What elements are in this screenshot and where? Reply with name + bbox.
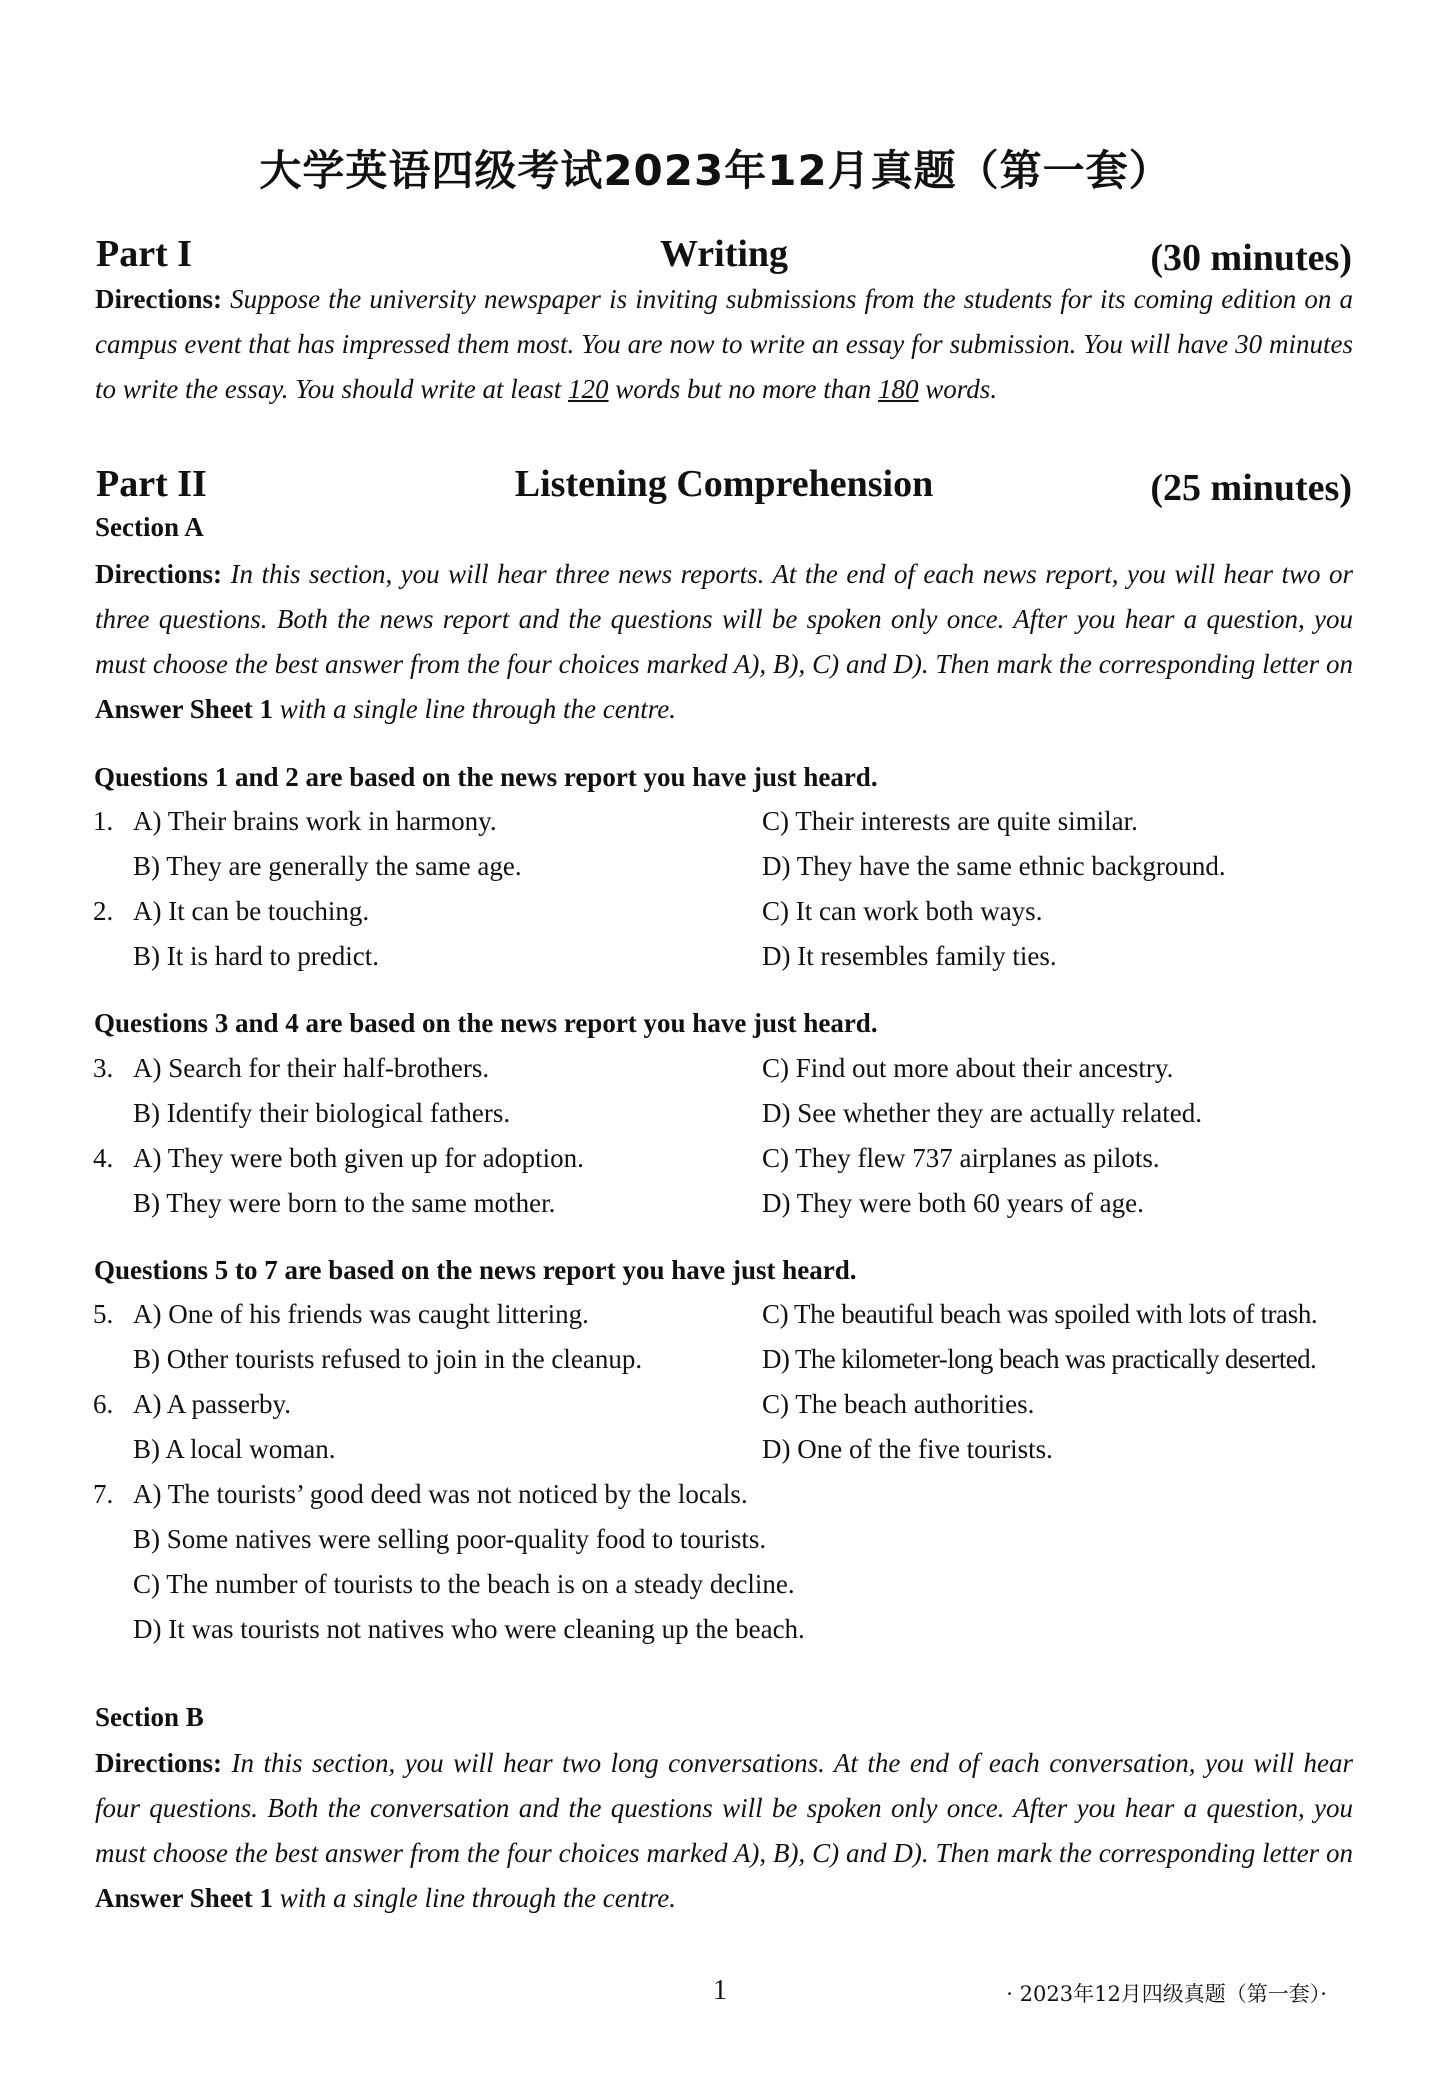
answer-sheet-ref: Answer Sheet 1 bbox=[95, 694, 273, 724]
part2-time: (25 minutes) bbox=[1150, 467, 1352, 509]
part1-time: (30 minutes) bbox=[1150, 237, 1352, 279]
question-number: 4. bbox=[93, 1143, 114, 1173]
option-a: A) It can be touching. bbox=[133, 896, 370, 926]
question-number: 1. bbox=[93, 806, 114, 836]
option-a: A) A passerby. bbox=[133, 1389, 291, 1419]
option-d: D) The kilometer-long beach was practically deserted. bbox=[762, 1344, 1317, 1374]
question-number: 2. bbox=[93, 896, 114, 926]
option-b: B) Other tourists refused to join in the cleanup. bbox=[133, 1344, 643, 1374]
question-number: 6. bbox=[93, 1389, 114, 1419]
section-a-label: Section A bbox=[95, 512, 204, 542]
option-b: B) They are generally the same age. bbox=[133, 851, 522, 881]
running-title: · 2023年12月四级真题（第一套）· bbox=[1006, 1982, 1327, 2006]
min-words: 120 bbox=[568, 374, 609, 404]
option-c: C) The beach authorities. bbox=[762, 1389, 1035, 1419]
option-c: C) Their interests are quite similar. bbox=[762, 806, 1138, 836]
part1-name: Writing bbox=[659, 233, 789, 275]
exam-title: 大学英语四级考试2023年12月真题（第一套） bbox=[259, 146, 1172, 195]
max-words: 180 bbox=[878, 374, 919, 404]
part2-header bbox=[96, 462, 1352, 514]
question-number: 7. bbox=[93, 1479, 114, 1509]
option-d: D) They have the same ethnic background. bbox=[762, 851, 1226, 881]
section-b-directions: Directions: In this section, you will hear two long conversations. At the end of each conversation, you will hear four questions. Both the conversation and the questions will be spoken only once. After you hear a question, you must choose the best answer from the four choices marked A), B), C) and D). Then mark the corresponding letter on Answer Sheet 1 with a single line through the centre. bbox=[95, 1748, 1353, 1913]
option-c: C) Find out more about their ancestry. bbox=[762, 1053, 1174, 1083]
option-d: D) It was tourists not natives who were cleaning up the beach. bbox=[133, 1614, 805, 1644]
option-b: B) Some natives were selling poor-quality food to tourists. bbox=[133, 1524, 767, 1554]
option-c: C) It can work both ways. bbox=[762, 896, 1043, 926]
section-b-label: Section B bbox=[95, 1702, 204, 1732]
option-c: C) The beautiful beach was spoiled with lots of trash. bbox=[762, 1299, 1318, 1329]
option-a: A) One of his friends was caught littering. bbox=[133, 1299, 589, 1329]
option-d: D) One of the five tourists. bbox=[762, 1434, 1053, 1464]
option-a: A) They were both given up for adoption. bbox=[133, 1143, 584, 1173]
option-a: A) The tourists’ good deed was not noticed by the locals. bbox=[133, 1479, 748, 1509]
option-d: D) It resembles family ties. bbox=[762, 941, 1057, 971]
option-b: B) A local woman. bbox=[133, 1434, 336, 1464]
part2-label: Part II bbox=[96, 463, 207, 505]
directions-label: Directions: bbox=[95, 284, 222, 314]
option-c: C) The number of tourists to the beach is on a steady decline. bbox=[133, 1569, 795, 1599]
question-group-heading: Questions 1 and 2 are based on the news report you have just heard. bbox=[94, 762, 878, 792]
part1-label: Part I bbox=[96, 233, 193, 275]
question-group-heading: Questions 5 to 7 are based on the news report you have just heard. bbox=[94, 1255, 857, 1285]
option-d: D) They were both 60 years of age. bbox=[762, 1188, 1144, 1218]
question-group-heading: Questions 3 and 4 are based on the news report you have just heard. bbox=[94, 1008, 878, 1038]
option-a: A) Search for their half-brothers. bbox=[133, 1053, 490, 1083]
question-number: 3. bbox=[93, 1053, 114, 1083]
option-b: B) Identify their biological fathers. bbox=[133, 1098, 511, 1128]
option-d: D) See whether they are actually related. bbox=[762, 1098, 1203, 1128]
option-c: C) They flew 737 airplanes as pilots. bbox=[762, 1143, 1160, 1173]
answer-sheet-ref: Answer Sheet 1 bbox=[95, 1883, 273, 1913]
question-number: 5. bbox=[93, 1299, 114, 1329]
part1-directions: Directions: Suppose the university newspaper is inviting submissions from the students for its coming edition on a campus event that has impressed them most. You are now to write an essay for submission. You will have 30 minutes to write the essay. You should write at least 120 words but no more than 180 words. bbox=[95, 284, 1353, 404]
part2-name: Listening Comprehension bbox=[514, 463, 934, 505]
option-b: B) They were born to the same mother. bbox=[133, 1188, 556, 1218]
option-b: B) It is hard to predict. bbox=[133, 941, 379, 971]
option-a: A) Their brains work in harmony. bbox=[133, 806, 497, 836]
section-a-directions: Directions: In this section, you will hear three news reports. At the end of each news report, you will hear two or three questions. Both the news report and the questions will be spoken only once. After you hear a question, you must choose the best answer from the four choices marked A), B), C) and D). Then mark the corresponding letter on Answer Sheet 1 with a single line through the centre. bbox=[95, 559, 1353, 724]
page-number: 1 bbox=[713, 1975, 727, 2006]
